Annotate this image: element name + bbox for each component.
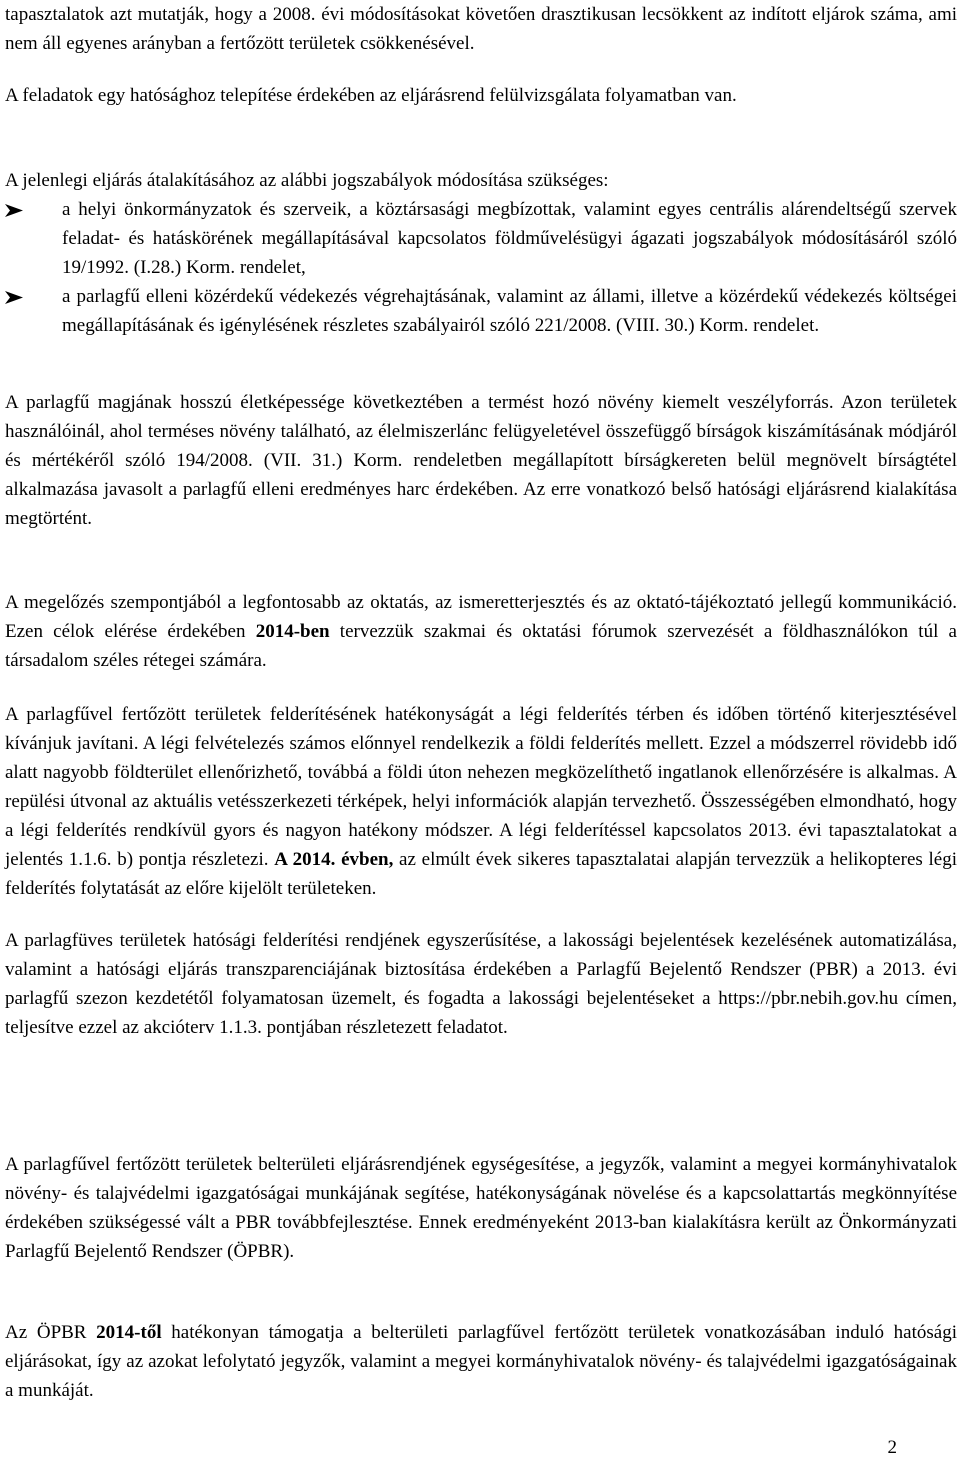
bold-year: A 2014. évben, xyxy=(274,849,394,870)
paragraph-seed-risk: A parlagfű magjának hosszú életképessége következtében a termést hozó növény kiemelt veszélyforrás. Azon területek használóinál, ahol terméses növény található, az élelmiszerlánc felügyeletével összefüggő bírságok kiszámításának módjáról és mértékéről szóló 194/2008. (VII. 31.) Korm. rendeletben megállapított bírságkereten belül megnövelt bírságtétel alkalmazása javasolt a parlagfű elleni eredményes harc érdekében. Az erre vonatkozó belső hatósági eljárásrend kialakítása megtörtént. xyxy=(5,392,957,529)
paragraph-opbr-support xyxy=(5,1318,957,1405)
text-run: tervezzük szakmai és oktatási fórumok szervezését a földhasználókon túl a társadalom széles rétegei számára. xyxy=(5,621,957,671)
paragraph-pbr: A parlagfüves területek hatósági felderítési rendjének egyszerűsítése, a lakossági bejelentések kezelésének automatizálása, valamint a hatósági eljárás transzparenciájának biztosítása érdekében a Parlagfű Bejelentő Rendszer (PBR) a 2013. évi parlagfű szezon kezdetétől folyamatosan üzemelt, és fogadta a lakossági bejelentéseket a https://pbr.nebih.gov.hu címen, teljesítve ezzel az akcióterv 1.1.3. pontjában részletezett feladatot. xyxy=(5,930,957,1038)
text-run: A parlagfűvel fertőzött területek felderítésének hatékonyságát a légi felderítés térben és időben történő kiterjesztésével kívánjuk javítani. A légi felvételezés számos előnnyel rendelkezik a földi felderítés mellett. Ezzel a módszerrel rövidebb idő alatt nagyobb földterület ellenőrizhető, továbbá a földi úton nehezen megközelíthető ingatlanok ellenőrzésére is alkalmas. A repülési útvonal az aktuális vetésszerkezeti térképek, helyi információk alapján tervezhető. Összességében elmondható, hogy a légi felderítés rendkívül gyors és nagyon hatékony módszer. A légi felderítéssel kapcsolatos 2013. évi tapasztalatokat a jelentés 1.1.6. b) pontja részletezi. xyxy=(5,704,957,870)
paragraph-procedure-review: A feladatok egy hatósághoz telepítése érdekében az eljárásrend felülvizsgálata folyamatban van. xyxy=(5,85,737,106)
paragraph-legislation-intro: A jelenlegi eljárás átalakításához az alábbi jogszabályok módosítása szükséges: xyxy=(5,170,609,191)
list-item-text: a helyi önkormányzatok és szerveik, a köztársasági megbízottak, valamint egyes centrális alárendeltségű szervek feladat- és hatáskörének megállapításával kapcsolatos földművelésügyi ágazati jogszabályok módosításáról szóló 19/1992. (I.28.) Korm. rendelet, xyxy=(62,199,957,278)
page-number: 2 xyxy=(887,1437,897,1458)
bold-year: 2014-től xyxy=(96,1322,162,1343)
arrow-bullet-icon xyxy=(5,204,23,217)
list-item xyxy=(5,282,957,340)
text-run: A megelőzés szempontjából a legfontosabb az oktatás, az ismeretterjesztés és az oktató-tájékoztató jellegű kommunikáció. Ezen célok elérése érdekében xyxy=(5,592,957,642)
text-run: az elmúlt évek sikeres tapasztalatai alapján tervezzük a helikopteres légi felderítés folytatását az előre kijelölt területeken. xyxy=(5,849,957,899)
paragraph-aerial-survey xyxy=(5,700,957,903)
text-run: Az ÖPBR xyxy=(5,1322,97,1343)
text-run: hatékonyan támogatja a belterületi parlagfűvel fertőzött területek vonatkozásában induló hatósági eljárásokat, így az azokat lefolytató jegyzők, valamint a megyei kormányhivatalok növény- és talajvédelmi igazgatóságainak a munkáját. xyxy=(5,1322,957,1401)
paragraph-prevention xyxy=(5,588,957,675)
list-item-text: a parlagfű elleni közérdekű védekezés végrehajtásának, valamint az állami, illetve a közérdekű védekezés költségei megállapításának és igénylésének részletes szabályairól szóló 221/2008. (VIII. 30.) Korm. rendelet. xyxy=(62,286,957,336)
list-item xyxy=(5,195,957,282)
paragraph-intro: tapasztalatok azt mutatják, hogy a 2008. évi módosításokat követően drasztikusan lecsökkent az indított eljárok száma, ami nem áll egyenes arányban a fertőzött területek csökkenésével. xyxy=(5,4,957,54)
bold-year: 2014-ben xyxy=(255,621,330,642)
legislation-list xyxy=(5,195,957,340)
paragraph-opbr-development: A parlagfűvel fertőzött területek belterületi eljárásrendjének egységesítése, a jegyzők, valamint a megyei kormányhivatalok növény- és talajvédelmi igazgatóságai munkájának segítése, hatékonyságának növelése és a kapcsolattartás megkönnyítése érdekében szükségessé vált a PBR továbbfejlesztése. Ennek eredményeként 2013-ban kialakításra került az Önkormányzati Parlagfű Bejelentő Rendszer (ÖPBR). xyxy=(5,1154,957,1262)
arrow-bullet-icon xyxy=(5,291,23,304)
